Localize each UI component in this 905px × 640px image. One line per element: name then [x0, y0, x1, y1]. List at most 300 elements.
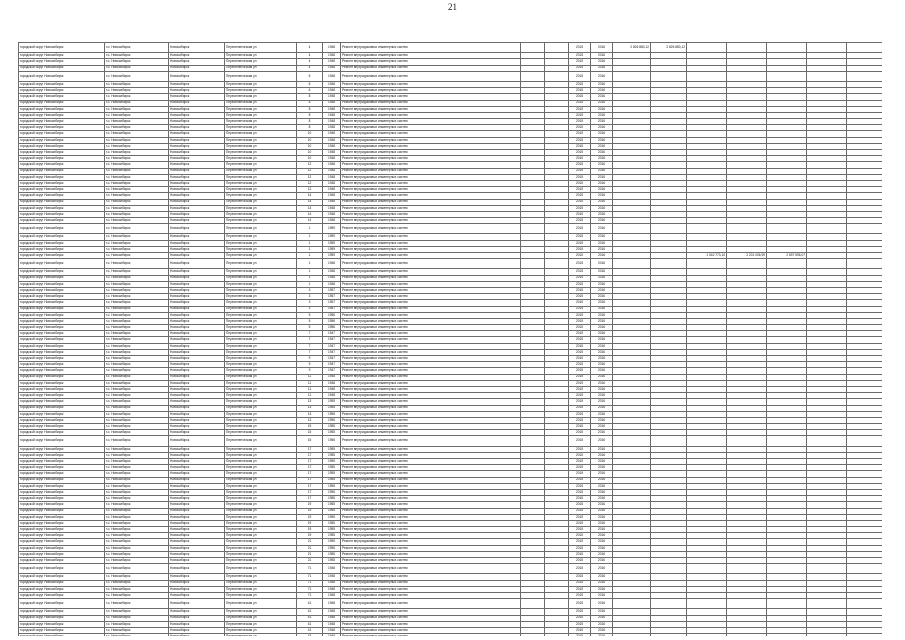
house-number-cell: 3: [297, 306, 323, 312]
house-number-cell: 9: [297, 362, 323, 368]
house-number-cell: 8: [297, 119, 323, 125]
work-type-cell: Ремонт внутридомовых инженерных систем: [341, 343, 521, 349]
extra-cost-2-cell: [727, 564, 767, 574]
work-type-cell: Ремонт внутридомовых инженерных систем: [341, 393, 521, 399]
street-cell: Переселенческая ул: [225, 100, 297, 106]
locality-cell: Новосибирск: [169, 349, 225, 355]
street-cell: Переселенческая ул: [225, 564, 297, 574]
work-type-cell: Ремонт внутридомовых инженерных систем: [341, 187, 521, 193]
start-year-cell: 2015: [569, 564, 591, 574]
work-type-cell: Ремонт внутридомовых инженерных систем: [341, 65, 521, 71]
work-type-cell: Ремонт внутридомовых инженерных систем: [341, 281, 521, 287]
district-cell: городской округ Новосибирск: [19, 558, 105, 564]
build-year-cell: 1948: [323, 393, 341, 399]
table-row: [19, 436, 883, 446]
house-number-cell: 5: [297, 312, 323, 318]
extra-cost-2-cell: [727, 224, 767, 234]
work-type-cell: Ремонт внутридомовых инженерных систем: [341, 477, 521, 483]
locality-cell: Новосибирск: [169, 281, 225, 287]
end-year-cell: 2016: [591, 527, 613, 533]
locality-cell: Новосибирск: [169, 234, 225, 240]
column-a-cell: [521, 436, 545, 446]
locality-cell: Новосибирск: [169, 187, 225, 193]
house-number-cell: 19: [297, 520, 323, 526]
settlement-cell: г.о. Новосибирск: [105, 399, 169, 405]
street-cell: Переселенческая ул: [225, 520, 297, 526]
street-cell: Переселенческая ул: [225, 533, 297, 539]
house-number-cell: 8: [297, 100, 323, 106]
house-number-cell: 12: [297, 180, 323, 186]
start-year-cell: 2015: [569, 424, 591, 430]
build-year-cell: 1948: [323, 259, 341, 269]
house-number-cell: 14: [297, 193, 323, 199]
start-year-cell: 2015: [569, 275, 591, 281]
build-year-cell: 1948: [323, 621, 341, 627]
extra-cost-1-cell: [687, 436, 727, 446]
street-cell: Переселенческая ул: [225, 287, 297, 293]
locality-cell: Новосибирск: [169, 119, 225, 125]
end-year-cell: 2016: [591, 615, 613, 621]
house-number-cell: 11: [297, 393, 323, 399]
extra-cost-4-cell: [807, 634, 847, 636]
start-year-cell: 2015: [569, 452, 591, 458]
settlement-cell: г.о. Новосибирск: [105, 574, 169, 580]
start-year-cell: 2015: [569, 131, 591, 137]
locality-cell: Новосибирск: [169, 489, 225, 495]
house-number-cell: 71: [297, 580, 323, 586]
settlement-cell: г.о. Новосибирск: [105, 162, 169, 168]
start-year-cell: 2015: [569, 489, 591, 495]
street-cell: Переселенческая ул: [225, 211, 297, 217]
locality-cell: Новосибирск: [169, 399, 225, 405]
district-cell: городской округ Новосибирск: [19, 94, 105, 100]
end-year-cell: 2016: [591, 545, 613, 551]
extra-cost-3-cell: [767, 634, 807, 636]
start-year-cell: 2015: [569, 65, 591, 71]
street-cell: Переселенческая ул: [225, 224, 297, 234]
work-type-cell: Ремонт внутридомовых инженерных систем: [341, 43, 521, 53]
table-row: [19, 599, 883, 609]
district-cell: городской округ Новосибирск: [19, 81, 105, 87]
start-year-cell: 2015: [569, 281, 591, 287]
house-number-cell: 1: [297, 269, 323, 275]
start-year-cell: 2015: [569, 318, 591, 324]
build-year-cell: 1948: [323, 275, 341, 281]
column-b-cell: [545, 564, 569, 574]
column-b-cell: [545, 436, 569, 446]
end-year-cell: 2016: [591, 362, 613, 368]
house-number-cell: 10: [297, 156, 323, 162]
build-year-cell: 1948: [323, 586, 341, 592]
locality-cell: Новосибирск: [169, 551, 225, 557]
start-year-cell: 2015: [569, 306, 591, 312]
build-year-cell: 1948: [323, 281, 341, 287]
settlement-cell: г.о. Новосибирск: [105, 234, 169, 240]
column-a-cell: [521, 71, 545, 81]
settlement-cell: г.о. Новосибирск: [105, 386, 169, 392]
settlement-cell: г.о. Новосибирск: [105, 558, 169, 564]
end-year-cell: 2016: [591, 508, 613, 514]
end-year-cell: 2016: [591, 318, 613, 324]
build-year-cell: 1948: [323, 199, 341, 205]
work-type-cell: Ремонт внутридомовых инженерных систем: [341, 424, 521, 430]
start-year-cell: 2015: [569, 386, 591, 392]
street-cell: Переселенческая ул: [225, 240, 297, 246]
start-year-cell: 2015: [569, 287, 591, 293]
district-cell: городской округ Новосибирск: [19, 393, 105, 399]
work-type-cell: Ремонт внутридомовых инженерных систем: [341, 368, 521, 374]
column-a-cell: [521, 224, 545, 234]
district-cell: городской округ Новосибирск: [19, 325, 105, 331]
locality-cell: Новосибирск: [169, 411, 225, 417]
district-cell: городской округ Новосибирск: [19, 527, 105, 533]
house-number-cell: 21: [297, 539, 323, 545]
end-year-cell: 2016: [591, 533, 613, 539]
locality-cell: Новосибирск: [169, 106, 225, 112]
start-year-cell: 2015: [569, 374, 591, 380]
end-year-cell: 2016: [591, 465, 613, 471]
end-year-cell: 2016: [591, 150, 613, 156]
end-year-cell: 2016: [591, 627, 613, 633]
work-type-cell: Ремонт внутридомовых инженерных систем: [341, 218, 521, 224]
work-type-cell: Ремонт внутридомовых инженерных систем: [341, 81, 521, 87]
build-year-cell: 1957: [323, 300, 341, 306]
street-cell: Переселенческая ул: [225, 162, 297, 168]
build-year-cell: 1955: [323, 551, 341, 557]
build-year-cell: 1948: [323, 599, 341, 609]
work-type-cell: Ремонт внутридомовых инженерных систем: [341, 527, 521, 533]
work-type-cell: Ремонт внутридомовых инженерных систем: [341, 88, 521, 94]
end-year-cell: 2016: [591, 374, 613, 380]
start-year-cell: 2015: [569, 193, 591, 199]
end-year-cell: 2016: [591, 306, 613, 312]
work-type-cell: Ремонт внутридомовых инженерных систем: [341, 634, 521, 636]
settlement-cell: г.о. Новосибирск: [105, 312, 169, 318]
house-number-cell: 17: [297, 477, 323, 483]
work-type-cell: Ремонт внутридомовых инженерных систем: [341, 199, 521, 205]
locality-cell: Новосибирск: [169, 224, 225, 234]
house-number-cell: 12: [297, 168, 323, 174]
settlement-cell: г.о. Новосибирск: [105, 199, 169, 205]
locality-cell: Новосибирск: [169, 218, 225, 224]
street-cell: Переселенческая ул: [225, 71, 297, 81]
house-number-cell: 12: [297, 187, 323, 193]
district-cell: городской округ Новосибирск: [19, 234, 105, 240]
end-year-cell: 2016: [591, 53, 613, 59]
end-year-cell: 2016: [591, 430, 613, 436]
end-year-cell: 2016: [591, 281, 613, 287]
work-type-cell: Ремонт внутридомовых инженерных систем: [341, 300, 521, 306]
end-year-cell: 2016: [591, 259, 613, 269]
house-number-cell: 71: [297, 586, 323, 592]
trailing-cell: [847, 634, 883, 636]
start-year-cell: 2015: [569, 539, 591, 545]
start-year-cell: 2015: [569, 174, 591, 180]
work-type-cell: Ремонт внутридомовых инженерных систем: [341, 174, 521, 180]
start-year-cell: 2015: [569, 349, 591, 355]
street-cell: Переселенческая ул: [225, 411, 297, 417]
house-number-cell: 19: [297, 527, 323, 533]
end-year-cell: 2016: [591, 368, 613, 374]
build-year-cell: 1948: [323, 94, 341, 100]
start-year-cell: 2015: [569, 300, 591, 306]
extra-cost-2-cell: [727, 436, 767, 446]
locality-cell: Новосибирск: [169, 574, 225, 580]
district-cell: городской округ Новосибирск: [19, 106, 105, 112]
street-cell: Переселенческая ул: [225, 574, 297, 580]
extra-cost-3-cell: [767, 599, 807, 609]
settlement-cell: г.о. Новосибирск: [105, 527, 169, 533]
locality-cell: Новосибирск: [169, 168, 225, 174]
work-type-cell: Ремонт внутридомовых инженерных систем: [341, 180, 521, 186]
locality-cell: Новосибирск: [169, 294, 225, 300]
district-cell: городской округ Новосибирск: [19, 294, 105, 300]
district-cell: городской округ Новосибирск: [19, 380, 105, 386]
house-number-cell: 8: [297, 125, 323, 131]
work-type-cell: Ремонт внутридомовых инженерных систем: [341, 259, 521, 269]
extra-cost-1-cell: [687, 71, 727, 81]
work-type-cell: Ремонт внутридомовых инженерных систем: [341, 496, 521, 502]
start-year-cell: 2015: [569, 269, 591, 275]
district-cell: городской округ Новосибирск: [19, 621, 105, 627]
work-type-cell: Ремонт внутридомовых инженерных систем: [341, 53, 521, 59]
house-number-cell: 4: [297, 59, 323, 65]
street-cell: Переселенческая ул: [225, 218, 297, 224]
extra-cost-4-cell: [807, 71, 847, 81]
street-cell: Переселенческая ул: [225, 59, 297, 65]
build-year-cell: 1957: [323, 294, 341, 300]
district-cell: городской округ Новосибирск: [19, 59, 105, 65]
build-year-cell: 1955: [323, 477, 341, 483]
settlement-cell: г.о. Новосибирск: [105, 156, 169, 162]
street-cell: Переселенческая ул: [225, 253, 297, 259]
build-year-cell: 1948: [323, 374, 341, 380]
build-year-cell: 1948: [323, 143, 341, 149]
start-year-cell: 2015: [569, 100, 591, 106]
work-type-cell: Ремонт внутридомовых инженерных систем: [341, 156, 521, 162]
build-year-cell: 1955: [323, 399, 341, 405]
build-year-cell: 1955: [323, 471, 341, 477]
street-cell: Переселенческая ул: [225, 234, 297, 240]
end-year-cell: 2016: [591, 125, 613, 131]
street-cell: Переселенческая ул: [225, 368, 297, 374]
locality-cell: Новосибирск: [169, 199, 225, 205]
locality-cell: Новосибирск: [169, 53, 225, 59]
work-type-cell: Ремонт внутридомовых инженерных систем: [341, 337, 521, 343]
settlement-cell: г.о. Новосибирск: [105, 218, 169, 224]
street-cell: Переселенческая ул: [225, 514, 297, 520]
street-cell: Переселенческая ул: [225, 380, 297, 386]
district-cell: городской округ Новосибирск: [19, 411, 105, 417]
start-year-cell: 2015: [569, 574, 591, 580]
street-cell: Переселенческая ул: [225, 318, 297, 324]
house-number-cell: 10: [297, 143, 323, 149]
settlement-cell: г.о. Новосибирск: [105, 634, 169, 636]
end-year-cell: 2016: [591, 621, 613, 627]
start-year-cell: 2015: [569, 143, 591, 149]
street-cell: Переселенческая ул: [225, 508, 297, 514]
house-number-cell: 41: [297, 621, 323, 627]
start-year-cell: 2015: [569, 558, 591, 564]
street-cell: Переселенческая ул: [225, 337, 297, 343]
settlement-cell: г.о. Новосибирск: [105, 325, 169, 331]
end-year-cell: 2016: [591, 162, 613, 168]
cost-cell: [613, 564, 651, 574]
locality-cell: Новосибирск: [169, 94, 225, 100]
build-year-cell: 1947: [323, 343, 341, 349]
build-year-cell: 1948: [323, 211, 341, 217]
work-type-cell: Ремонт внутридомовых инженерных систем: [341, 502, 521, 508]
extra-cost-3-cell: 2 697 596,07: [767, 253, 807, 259]
end-year-cell: 2016: [591, 253, 613, 259]
locality-cell: Новосибирск: [169, 424, 225, 430]
end-year-cell: 2016: [591, 386, 613, 392]
district-cell: городской округ Новосибирск: [19, 362, 105, 368]
work-type-cell: Ремонт внутридомовых инженерных систем: [341, 471, 521, 477]
house-number-cell: 14: [297, 218, 323, 224]
build-year-cell: 1948: [323, 174, 341, 180]
district-cell: городской округ Новосибирск: [19, 399, 105, 405]
end-year-cell: 2016: [591, 634, 613, 636]
build-year-cell: 1948: [323, 187, 341, 193]
locality-cell: Новосибирск: [169, 240, 225, 246]
house-number-cell: 19: [297, 508, 323, 514]
house-number-cell: 9: [297, 368, 323, 374]
locality-cell: Новосибирск: [169, 508, 225, 514]
district-cell: городской округ Новосибирск: [19, 483, 105, 489]
work-type-cell: Ремонт внутридомовых инженерных систем: [341, 331, 521, 337]
district-cell: городской округ Новосибирск: [19, 193, 105, 199]
end-year-cell: 2016: [591, 586, 613, 592]
locality-cell: Новосибирск: [169, 81, 225, 87]
build-year-cell: 1948: [323, 112, 341, 118]
end-year-cell: 2016: [591, 88, 613, 94]
house-number-cell: 8: [297, 94, 323, 100]
locality-cell: Новосибирск: [169, 514, 225, 520]
work-type-cell: Ремонт внутридомовых инженерных систем: [341, 362, 521, 368]
extra-cost-1-cell: [687, 43, 727, 53]
end-year-cell: 2016: [591, 564, 613, 574]
street-cell: Переселенческая ул: [225, 459, 297, 465]
build-year-cell: 1948: [323, 156, 341, 162]
house-number-cell: 10: [297, 131, 323, 137]
settlement-cell: г.о. Новосибирск: [105, 71, 169, 81]
house-number-cell: 71: [297, 592, 323, 598]
end-year-cell: 2016: [591, 131, 613, 137]
house-number-cell: 10: [297, 150, 323, 156]
build-year-cell: 1959: [323, 224, 341, 234]
district-cell: городской округ Новосибирск: [19, 465, 105, 471]
start-year-cell: 2015: [569, 615, 591, 621]
settlement-cell: г.о. Новосибирск: [105, 306, 169, 312]
build-year-cell: 1947: [323, 349, 341, 355]
start-year-cell: 2015: [569, 527, 591, 533]
end-year-cell: 2016: [591, 452, 613, 458]
start-year-cell: 2015: [569, 218, 591, 224]
start-year-cell: 2015: [569, 59, 591, 65]
end-year-cell: 2016: [591, 580, 613, 586]
locality-cell: Новосибирск: [169, 112, 225, 118]
work-type-cell: Ремонт внутридомовых инженерных систем: [341, 234, 521, 240]
start-year-cell: 2015: [569, 294, 591, 300]
start-year-cell: 2015: [569, 337, 591, 343]
settlement-cell: г.о. Новосибирск: [105, 380, 169, 386]
start-year-cell: 2015: [569, 253, 591, 259]
start-year-cell: 2015: [569, 446, 591, 452]
house-number-cell: 1: [297, 259, 323, 269]
settlement-cell: г.о. Новосибирск: [105, 59, 169, 65]
locality-cell: Новосибирск: [169, 143, 225, 149]
house-number-cell: 13: [297, 399, 323, 405]
district-cell: городской округ Новосибирск: [19, 539, 105, 545]
cost-cell: [613, 71, 651, 81]
district-cell: городской округ Новосибирск: [19, 533, 105, 539]
settlement-cell: г.о. Новосибирск: [105, 53, 169, 59]
build-year-cell: 1955: [323, 465, 341, 471]
registry-table: [18, 42, 882, 636]
street-cell: Переселенческая ул: [225, 137, 297, 143]
district-cell: городской округ Новосибирск: [19, 88, 105, 94]
work-type-cell: Ремонт внутридомовых инженерных систем: [341, 325, 521, 331]
table-row: [19, 43, 883, 53]
start-year-cell: 2015: [569, 88, 591, 94]
end-year-cell: 2016: [591, 269, 613, 275]
settlement-cell: г.о. Новосибирск: [105, 211, 169, 217]
district-cell: городской округ Новосибирск: [19, 187, 105, 193]
street-cell: Переселенческая ул: [225, 489, 297, 495]
end-year-cell: 2016: [591, 199, 613, 205]
street-cell: Переселенческая ул: [225, 405, 297, 411]
start-year-cell: 2015: [569, 156, 591, 162]
work-type-cell: Ремонт внутридомовых инженерных систем: [341, 294, 521, 300]
build-year-cell: 1955: [323, 424, 341, 430]
settlement-cell: г.о. Новосибирск: [105, 331, 169, 337]
house-number-cell: 13: [297, 417, 323, 423]
district-cell: городской округ Новосибирск: [19, 150, 105, 156]
district-cell: городской округ Новосибирск: [19, 496, 105, 502]
house-number-cell: 14: [297, 199, 323, 205]
district-cell: городской округ Новосибирск: [19, 100, 105, 106]
house-number-cell: 41: [297, 627, 323, 633]
build-year-cell: 1955: [323, 502, 341, 508]
work-type-cell: Ремонт внутридомовых инженерных систем: [341, 137, 521, 143]
end-year-cell: 2016: [591, 81, 613, 87]
extra-cost-1-cell: [687, 564, 727, 574]
house-number-cell: 1: [297, 281, 323, 287]
end-year-cell: 2016: [591, 180, 613, 186]
start-year-cell: 2015: [569, 119, 591, 125]
build-year-cell: 1947: [323, 362, 341, 368]
start-year-cell: 2015: [569, 368, 591, 374]
work-type-cell: Ремонт внутридомовых инженерных систем: [341, 609, 521, 615]
start-year-cell: 2015: [569, 411, 591, 417]
total-cell: [651, 436, 687, 446]
build-year-cell: 1955: [323, 533, 341, 539]
district-cell: городской округ Новосибирск: [19, 65, 105, 71]
start-year-cell: 2015: [569, 477, 591, 483]
district-cell: городской округ Новосибирск: [19, 287, 105, 293]
end-year-cell: 2016: [591, 294, 613, 300]
settlement-cell: г.о. Новосибирск: [105, 599, 169, 609]
work-type-cell: Ремонт внутридомовых инженерных систем: [341, 520, 521, 526]
district-cell: городской округ Новосибирск: [19, 514, 105, 520]
house-number-cell: 4: [297, 53, 323, 59]
build-year-cell: 1948: [323, 615, 341, 621]
locality-cell: Новосибирск: [169, 452, 225, 458]
trailing-cell: [847, 71, 883, 81]
build-year-cell: 1948: [323, 162, 341, 168]
house-number-cell: 17: [297, 489, 323, 495]
